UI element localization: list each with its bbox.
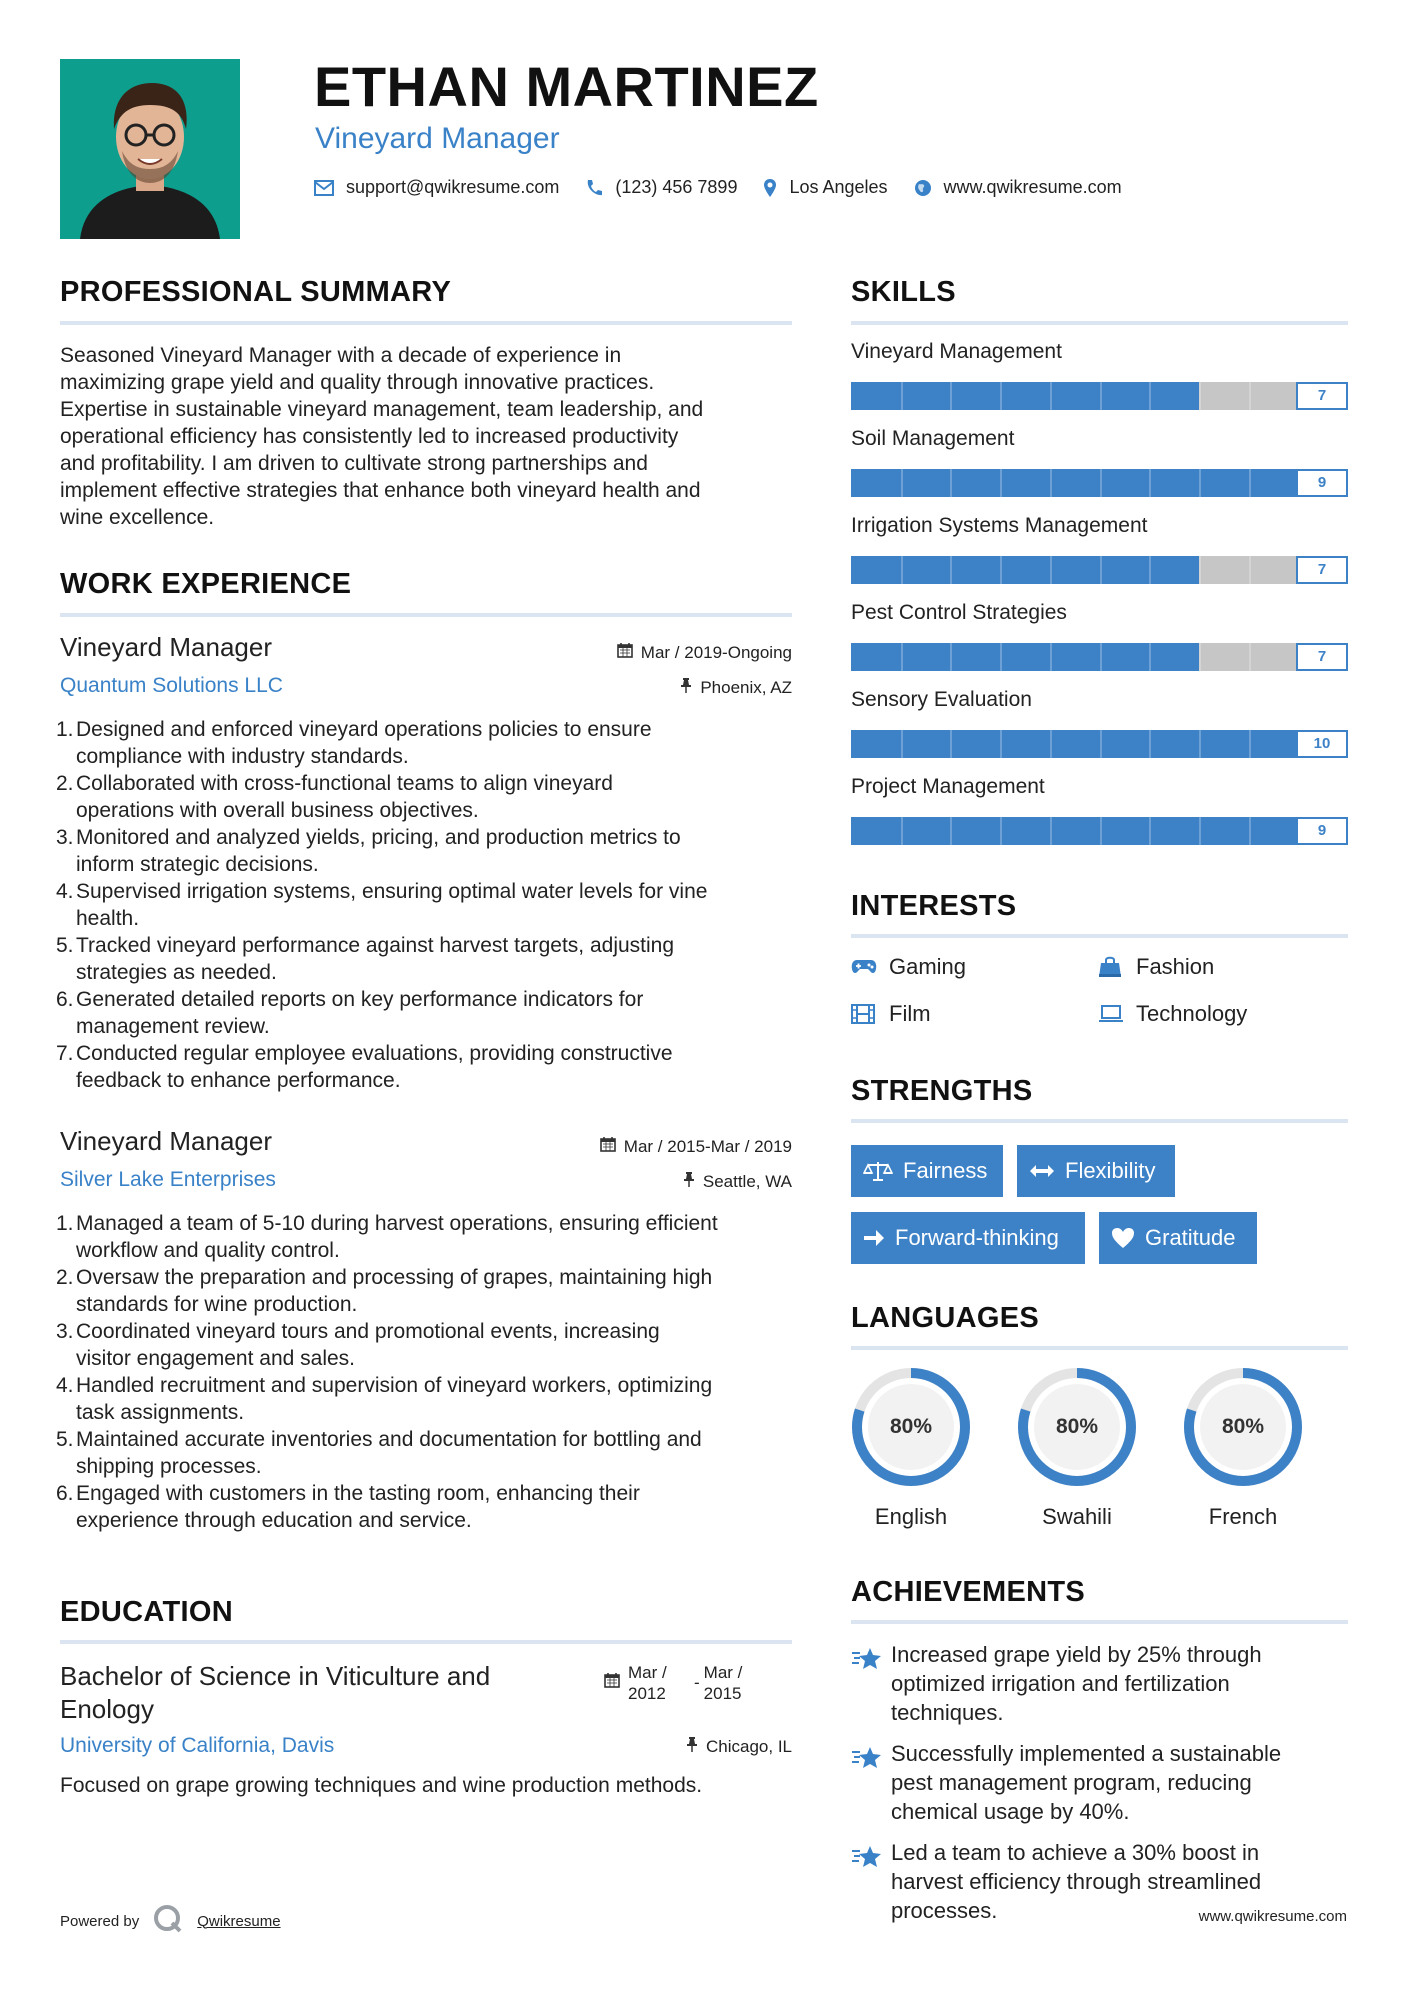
job-dates-text: Mar / 2015-Mar / 2019 bbox=[623, 1136, 792, 1156]
skill-name: Irrigation Systems Management bbox=[851, 514, 1148, 537]
list-item: 4. Supervised irrigation systems, ensuring optimal water levels for vine health. bbox=[56, 880, 708, 930]
experience-heading: WORK EXPERIENCE bbox=[60, 568, 352, 600]
skill-bar-fill bbox=[851, 643, 1199, 671]
language-name: Swahili bbox=[1042, 1504, 1112, 1529]
skill-bar-segment bbox=[1199, 643, 1201, 671]
skill-bar-segment bbox=[901, 556, 903, 584]
skill-bar bbox=[851, 469, 1348, 497]
balance-scale-icon bbox=[863, 1160, 893, 1182]
skill-bar-segment bbox=[1199, 730, 1201, 758]
candidate-title: Vineyard Manager bbox=[315, 122, 560, 155]
education-end: Mar / 2015 bbox=[703, 1663, 743, 1703]
skill-bar-fill bbox=[851, 469, 1298, 497]
list-item: 2. Collaborated with cross-functional teams to align vineyard operations with overall business objectives. bbox=[56, 772, 613, 822]
summary-text bbox=[60, 342, 800, 531]
skill-bar bbox=[851, 382, 1348, 410]
heart-icon bbox=[1111, 1227, 1135, 1249]
language-percent: 80% bbox=[889, 1415, 933, 1438]
film-icon bbox=[851, 1004, 881, 1024]
skill-bar-segment bbox=[1100, 730, 1102, 758]
skill-bar-segment bbox=[1100, 469, 1102, 497]
skill-bar-segment bbox=[1000, 382, 1002, 410]
education-location bbox=[686, 1736, 792, 1757]
skill-bar-segment bbox=[950, 469, 952, 497]
skill-bar-segment bbox=[1149, 469, 1151, 497]
list-item: 6. Generated detailed reports on key performance indicators for management review. bbox=[56, 988, 644, 1038]
footer-powered-by: Powered by Qwikresume bbox=[60, 1904, 281, 1938]
contact-location: Los Angeles bbox=[789, 177, 888, 197]
language-percent: 80% bbox=[1221, 1415, 1265, 1438]
skill-bar-segment bbox=[1249, 730, 1251, 758]
achievement-item: Successfully implemented a sustainable pest management program, reducing chemical usage by 40%. bbox=[851, 1739, 1281, 1826]
envelope-icon bbox=[314, 180, 334, 196]
skill-bar-segment bbox=[1149, 643, 1151, 671]
job-dates bbox=[600, 1136, 792, 1157]
language-percent: 80% bbox=[1055, 1415, 1099, 1438]
job-bullets bbox=[56, 716, 796, 1094]
summary-heading: PROFESSIONAL SUMMARY bbox=[60, 276, 452, 308]
date-separator: - bbox=[694, 1673, 700, 1692]
skill-bar-segment bbox=[950, 817, 952, 845]
language-item bbox=[850, 1366, 980, 1536]
skill-bar-segment bbox=[1199, 469, 1201, 497]
education-description: Focused on grape growing techniques and wine production methods. bbox=[60, 1774, 703, 1797]
skill-bar-segment bbox=[950, 643, 952, 671]
skill-score: 7 bbox=[1296, 643, 1348, 671]
interests-divider bbox=[851, 934, 1348, 938]
calendar-icon bbox=[617, 642, 633, 663]
contact-phone[interactable]: (123) 456 7899 bbox=[615, 177, 738, 197]
skill-bar-fill bbox=[851, 817, 1298, 845]
skill-score: 10 bbox=[1296, 730, 1348, 758]
laptop-icon bbox=[1098, 1005, 1128, 1023]
candidate-name: ETHAN MARTINEZ bbox=[314, 55, 819, 118]
list-item: 3. Monitored and analyzed yields, pricing, and production metrics to inform strategic decisions. bbox=[56, 826, 681, 876]
interests-heading: INTERESTS bbox=[851, 890, 1017, 922]
skill-bar-segment bbox=[1199, 556, 1201, 584]
calendar-icon bbox=[604, 1672, 620, 1704]
skill-bar-segment bbox=[1100, 817, 1102, 845]
skill-bar-segment bbox=[950, 382, 952, 410]
skill-bar-segment bbox=[1000, 730, 1002, 758]
pin-icon bbox=[680, 677, 692, 698]
skill-bar-segment bbox=[950, 730, 952, 758]
skill-name: Vineyard Management bbox=[851, 340, 1062, 363]
summary-line: and profitability. I am driven to cultivate strong partnerships and bbox=[60, 452, 648, 475]
strengths-divider bbox=[851, 1119, 1348, 1123]
summary-divider bbox=[60, 321, 792, 325]
job-title: Vineyard Manager bbox=[60, 632, 272, 662]
job-location bbox=[680, 677, 792, 698]
skill-bar-segment bbox=[1249, 469, 1251, 497]
calendar-icon bbox=[600, 1136, 616, 1157]
job-location-text: Phoenix, AZ bbox=[700, 677, 792, 697]
shopping-bag-icon bbox=[1098, 956, 1128, 978]
skill-bar-segment bbox=[1149, 730, 1151, 758]
globe-icon bbox=[914, 179, 932, 197]
contact-website[interactable]: www.qwikresume.com bbox=[943, 177, 1122, 197]
skill-bar-segment bbox=[901, 643, 903, 671]
skill-name: Pest Control Strategies bbox=[851, 601, 1067, 624]
skill-bar-segment bbox=[1149, 382, 1151, 410]
summary-line: operational efficiency has consistently led to increased productivity bbox=[60, 425, 679, 448]
skill-bar-segment bbox=[901, 817, 903, 845]
skill-bar-segment bbox=[1000, 469, 1002, 497]
school-name: University of California, Davis bbox=[60, 1734, 335, 1757]
skill-bar-segment bbox=[901, 730, 903, 758]
contact-bar bbox=[314, 177, 1148, 198]
skill-name: Project Management bbox=[851, 775, 1045, 798]
skill-bar-segment bbox=[1249, 643, 1251, 671]
achievement-item: Led a team to achieve a 30% boost in harvest efficiency through streamlined processes. bbox=[851, 1838, 1261, 1925]
contact-email[interactable]: support@qwikresume.com bbox=[346, 177, 560, 197]
summary-line: Seasoned Vineyard Manager with a decade of experience in bbox=[60, 344, 622, 367]
list-item: 2. Oversaw the preparation and processing of grapes, maintaining high standards for wine production. bbox=[56, 1266, 713, 1316]
skill-bar-segment bbox=[1050, 817, 1052, 845]
star-trophy-icon bbox=[851, 1838, 891, 1925]
degree-title: Bachelor of Science in Viticulture and Enology bbox=[60, 1661, 491, 1724]
skill-bar-segment bbox=[1149, 817, 1151, 845]
list-item: 5. Tracked vineyard performance against harvest targets, adjusting strategies as needed. bbox=[56, 934, 675, 984]
job-location-text: Seattle, WA bbox=[702, 1171, 792, 1191]
skill-name: Soil Management bbox=[851, 427, 1015, 450]
skill-bar-segment bbox=[1199, 817, 1201, 845]
language-item bbox=[1016, 1366, 1146, 1536]
phone-icon bbox=[585, 179, 603, 197]
summary-line: wine excellence. bbox=[60, 506, 215, 529]
job-bullets bbox=[56, 1210, 796, 1534]
pin-icon bbox=[686, 1736, 698, 1757]
skill-bar bbox=[851, 730, 1348, 758]
skill-bar-segment bbox=[1050, 469, 1052, 497]
skill-bar bbox=[851, 643, 1348, 671]
job-location bbox=[683, 1171, 792, 1192]
job-company: Quantum Solutions LLC bbox=[60, 674, 283, 697]
list-item: 5. Maintained accurate inventories and documentation for bottling and shipping processes. bbox=[56, 1428, 702, 1478]
gamepad-icon bbox=[851, 959, 881, 975]
skill-bar bbox=[851, 556, 1348, 584]
achievements-divider bbox=[851, 1620, 1348, 1624]
job-company: Silver Lake Enterprises bbox=[60, 1168, 276, 1191]
skill-bar-segment bbox=[1050, 556, 1052, 584]
qwikresume-logo-icon bbox=[153, 1904, 183, 1938]
skill-score: 7 bbox=[1296, 556, 1348, 584]
skill-bar-segment bbox=[950, 556, 952, 584]
skill-bar-segment bbox=[1000, 817, 1002, 845]
experience-divider bbox=[60, 613, 792, 617]
map-marker-icon bbox=[763, 178, 777, 198]
star-trophy-icon bbox=[851, 1739, 891, 1826]
skills-heading: SKILLS bbox=[851, 276, 956, 308]
interest-item-gaming: Gaming bbox=[851, 954, 966, 980]
skill-bar-segment bbox=[1100, 643, 1102, 671]
language-name: English bbox=[874, 1504, 948, 1529]
skill-bar-segment bbox=[1100, 382, 1102, 410]
skill-bar-segment bbox=[1149, 556, 1151, 584]
skill-bar-segment bbox=[1100, 556, 1102, 584]
skill-bar-segment bbox=[1249, 556, 1251, 584]
education-location-text: Chicago, IL bbox=[706, 1736, 792, 1756]
job-dates-text: Mar / 2019-Ongoing bbox=[640, 642, 792, 662]
skill-score: 9 bbox=[1296, 469, 1348, 497]
job-title: Vineyard Manager bbox=[60, 1126, 272, 1156]
skill-score: 7 bbox=[1296, 382, 1348, 410]
interest-item-fashion: Fashion bbox=[1098, 954, 1214, 980]
footer-brand-link[interactable]: Qwikresume bbox=[197, 1912, 281, 1930]
list-item: 4. Handled recruitment and supervision of vineyard workers, optimizing task assignments. bbox=[56, 1374, 713, 1424]
language-item bbox=[1182, 1366, 1312, 1536]
education-divider bbox=[60, 1640, 792, 1644]
list-item: 7. Conducted regular employee evaluations, providing constructive feedback to enhance performance. bbox=[56, 1042, 673, 1092]
star-trophy-icon bbox=[851, 1640, 891, 1727]
job-dates bbox=[617, 642, 792, 663]
skill-bar-segment bbox=[1050, 643, 1052, 671]
list-item: 6. Engaged with customers in the tasting room, enhancing their experience through education and service. bbox=[56, 1482, 640, 1532]
languages-divider bbox=[851, 1346, 1348, 1350]
skill-bar-segment bbox=[1249, 382, 1251, 410]
skill-bar-segment bbox=[1249, 817, 1251, 845]
footer-site[interactable]: www.qwikresume.com bbox=[1198, 1908, 1347, 1925]
skill-bar-fill bbox=[851, 556, 1199, 584]
profile-photo bbox=[60, 59, 240, 239]
strength-chip-forward-thinking: Forward-thinking bbox=[851, 1212, 1085, 1264]
achievement-item: Increased grape yield by 25% through optimized irrigation and fertilization techniques. bbox=[851, 1640, 1262, 1727]
skill-bar-segment bbox=[901, 469, 903, 497]
list-item: 3. Coordinated vineyard tours and promotional events, increasing visitor engagement and sales. bbox=[56, 1320, 660, 1370]
skill-bar-fill bbox=[851, 382, 1199, 410]
interest-item-technology: Technology bbox=[1098, 1001, 1247, 1027]
education-heading: EDUCATION bbox=[60, 1596, 233, 1628]
interest-item-film: Film bbox=[851, 1001, 931, 1027]
summary-line: implement effective strategies that enhance both vineyard health and bbox=[60, 479, 701, 502]
education-dates bbox=[604, 1662, 742, 1704]
strength-chip-gratitude: Gratitude bbox=[1099, 1212, 1257, 1264]
summary-line: Expertise in sustainable vineyard management, team leadership, and bbox=[60, 398, 704, 421]
skill-bar bbox=[851, 817, 1348, 845]
skill-bar-segment bbox=[1199, 382, 1201, 410]
skill-bar-segment bbox=[1000, 556, 1002, 584]
summary-line: maximizing grape yield and quality through innovative practices. bbox=[60, 371, 655, 394]
strength-chip-flexibility: Flexibility bbox=[1017, 1145, 1175, 1197]
strengths-heading: STRENGTHS bbox=[851, 1075, 1033, 1107]
arrow-right-icon bbox=[863, 1228, 885, 1248]
language-name: French bbox=[1208, 1504, 1278, 1529]
pin-icon bbox=[683, 1171, 695, 1192]
skill-name: Sensory Evaluation bbox=[851, 688, 1032, 711]
skill-score: 9 bbox=[1296, 817, 1348, 845]
languages-heading: LANGUAGES bbox=[851, 1302, 1039, 1334]
achievements-heading: ACHIEVEMENTS bbox=[851, 1576, 1086, 1608]
strength-chip-fairness: Fairness bbox=[851, 1145, 1003, 1197]
skill-bar-segment bbox=[1050, 730, 1052, 758]
education-start: Mar / 2012 bbox=[628, 1663, 667, 1703]
list-item: 1. Designed and enforced vineyard operations policies to ensure compliance with industry standards. bbox=[56, 718, 652, 768]
skill-bar-segment bbox=[901, 382, 903, 410]
skills-divider bbox=[851, 321, 1348, 325]
arrows-horizontal-icon bbox=[1029, 1164, 1055, 1178]
skill-bar-segment bbox=[1050, 382, 1052, 410]
list-item: 1. Managed a team of 5-10 during harvest operations, ensuring efficient workflow and quality control. bbox=[56, 1212, 718, 1262]
skill-bar-segment bbox=[1000, 643, 1002, 671]
